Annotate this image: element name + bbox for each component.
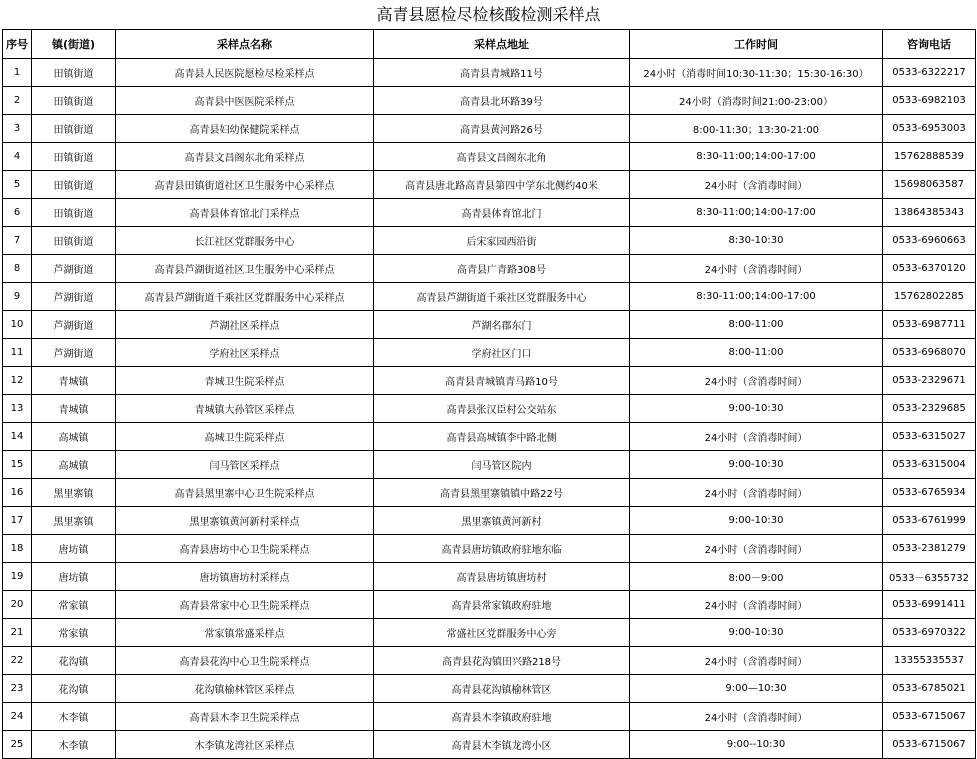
- working-hours-cell: 8:30-11:00;14:00-17:00: [630, 283, 883, 311]
- site-name-cell: 青城卫生院采样点: [116, 367, 374, 395]
- site-name-cell: 高青县常家中心卫生院采样点: [116, 591, 374, 619]
- site-name-cell: 唐坊镇唐坊村采样点: [116, 563, 374, 591]
- site-name-cell: 常家镇常盛采样点: [116, 619, 374, 647]
- site-name-cell: 高青县人民医院愿检尽检采样点: [116, 59, 374, 87]
- table-row: [3, 675, 976, 703]
- site-name-cell: 高青县妇幼保健院采样点: [116, 115, 374, 143]
- site-address-cell: 常盛社区党群服务中心旁: [374, 619, 630, 647]
- site-address-cell: 高青县青城镇青马路10号: [374, 367, 630, 395]
- row-index: 1: [3, 59, 32, 87]
- working-hours-cell: 8:00-11:30；13:30-21:00: [630, 115, 883, 143]
- working-hours-cell: 8:30-11:00;14:00-17:00: [630, 143, 883, 171]
- site-address-cell: 高青县唐坊镇唐坊村: [374, 563, 630, 591]
- site-address-cell: 黑里寨镇黄河新村: [374, 507, 630, 535]
- row-index: 21: [3, 619, 32, 647]
- site-address-cell: 高青县常家镇政府驻地: [374, 591, 630, 619]
- row-index: 19: [3, 563, 32, 591]
- row-index: 9: [3, 283, 32, 311]
- town-cell: 芦湖街道: [32, 339, 116, 367]
- table-header-row: [3, 30, 976, 59]
- working-hours-cell: 9:00—10:30: [630, 675, 883, 703]
- table-row: [3, 171, 976, 199]
- working-hours-cell: 9:00-10:30: [630, 507, 883, 535]
- working-hours-cell: 24小时（含消毒时间）: [630, 255, 883, 283]
- table-row: [3, 227, 976, 255]
- working-hours-cell: 24小时（含消毒时间）: [630, 423, 883, 451]
- table-row: [3, 479, 976, 507]
- phone-cell: 13355335537: [883, 647, 976, 675]
- table-row: [3, 59, 976, 87]
- row-index: 8: [3, 255, 32, 283]
- site-name-cell: 高青县中医医院采样点: [116, 87, 374, 115]
- working-hours-cell: 24小时（消毒时间10:30-11:30；15:30-16:30）: [630, 59, 883, 87]
- row-index: 25: [3, 731, 32, 759]
- phone-cell: 0533-6715067: [883, 731, 976, 759]
- table-row: [3, 731, 976, 759]
- working-hours-cell: 9:00-10:30: [630, 619, 883, 647]
- town-cell: 唐坊镇: [32, 535, 116, 563]
- town-cell: 田镇街道: [32, 115, 116, 143]
- phone-cell: 0533-6315027: [883, 423, 976, 451]
- table-row: [3, 255, 976, 283]
- site-address-cell: 高青县唐北路高青县第四中学东北侧约40米: [374, 171, 630, 199]
- site-address-cell: 学府社区门口: [374, 339, 630, 367]
- row-index: 4: [3, 143, 32, 171]
- row-index: 14: [3, 423, 32, 451]
- town-cell: 木李镇: [32, 703, 116, 731]
- site-address-cell: 芦湖名郡东门: [374, 311, 630, 339]
- town-cell: 芦湖街道: [32, 311, 116, 339]
- town-cell: 芦湖街道: [32, 283, 116, 311]
- site-address-cell: 高青县高城镇李中路北侧: [374, 423, 630, 451]
- phone-cell: 0533-6991411: [883, 591, 976, 619]
- working-hours-cell: 8:00－9:00: [630, 563, 883, 591]
- town-cell: 常家镇: [32, 619, 116, 647]
- row-index: 11: [3, 339, 32, 367]
- row-index: 16: [3, 479, 32, 507]
- phone-cell: 0533-6953003: [883, 115, 976, 143]
- table-row: [3, 115, 976, 143]
- phone-cell: 13864385343: [883, 199, 976, 227]
- table-row: [3, 311, 976, 339]
- working-hours-cell: 8:00-11:00: [630, 339, 883, 367]
- table-row: [3, 507, 976, 535]
- row-index: 12: [3, 367, 32, 395]
- phone-cell: 0533-6761999: [883, 507, 976, 535]
- site-address-cell: 高青县文昌阁东北角: [374, 143, 630, 171]
- row-index: 15: [3, 451, 32, 479]
- site-name-cell: 高青县黑里寨中心卫生院采样点: [116, 479, 374, 507]
- working-hours-cell: 24小时（含消毒时间）: [630, 171, 883, 199]
- header-working-hours: 工作时间: [630, 30, 883, 59]
- site-name-cell: 高青县花沟中心卫生院采样点: [116, 647, 374, 675]
- town-cell: 芦湖街道: [32, 255, 116, 283]
- working-hours-cell: 24小时（含消毒时间）: [630, 591, 883, 619]
- working-hours-cell: 24小时（含消毒时间）: [630, 479, 883, 507]
- site-name-cell: 高青县芦湖街道千乘社区党群服务中心采样点: [116, 283, 374, 311]
- phone-cell: 0533-6982103: [883, 87, 976, 115]
- phone-cell: 0533-2381279: [883, 535, 976, 563]
- page-title: 高青县愿检尽检核酸检测采样点: [376, 5, 601, 24]
- town-cell: 田镇街道: [32, 87, 116, 115]
- table-row: [3, 423, 976, 451]
- table-row: [3, 339, 976, 367]
- table-row: [3, 283, 976, 311]
- town-cell: 田镇街道: [32, 199, 116, 227]
- table-row: [3, 703, 976, 731]
- phone-cell: 0533-6785021: [883, 675, 976, 703]
- header-phone: 咨询电话: [883, 30, 976, 59]
- header-site-name: 采样点名称: [116, 30, 374, 59]
- table-row: [3, 619, 976, 647]
- phone-cell: 0533-6315004: [883, 451, 976, 479]
- phone-cell: 15762802285: [883, 283, 976, 311]
- table-row: [3, 143, 976, 171]
- working-hours-cell: 9:00--10:30: [630, 731, 883, 759]
- site-name-cell: 高城卫生院采样点: [116, 423, 374, 451]
- phone-cell: 0533-2329685: [883, 395, 976, 423]
- town-cell: 常家镇: [32, 591, 116, 619]
- town-cell: 黑里寨镇: [32, 479, 116, 507]
- phone-cell: 0533-2329671: [883, 367, 976, 395]
- site-name-cell: 高青县木李卫生院采样点: [116, 703, 374, 731]
- phone-cell: 0533-6970322: [883, 619, 976, 647]
- site-address-cell: 高青县张汉臣村公交站东: [374, 395, 630, 423]
- table-row: [3, 591, 976, 619]
- town-cell: 花沟镇: [32, 647, 116, 675]
- site-address-cell: 高青县青城路11号: [374, 59, 630, 87]
- town-cell: 黑里寨镇: [32, 507, 116, 535]
- row-index: 17: [3, 507, 32, 535]
- site-name-cell: 花沟镇榆林管区采样点: [116, 675, 374, 703]
- site-name-cell: 黑里寨镇黄河新村采样点: [116, 507, 374, 535]
- site-name-cell: 高青县芦湖街道社区卫生服务中心采样点: [116, 255, 374, 283]
- table-row: [3, 395, 976, 423]
- town-cell: 田镇街道: [32, 59, 116, 87]
- phone-cell: 0533-6960663: [883, 227, 976, 255]
- town-cell: 田镇街道: [32, 171, 116, 199]
- working-hours-cell: 24小时（消毒时间21:00-23:00）: [630, 87, 883, 115]
- site-address-cell: 后宋家园西沿街: [374, 227, 630, 255]
- site-address-cell: 高青县北环路39号: [374, 87, 630, 115]
- site-name-cell: 芦湖社区采样点: [116, 311, 374, 339]
- town-cell: 田镇街道: [32, 143, 116, 171]
- working-hours-cell: 8:00-11:00: [630, 311, 883, 339]
- row-index: 22: [3, 647, 32, 675]
- sampling-points-table: [2, 29, 976, 759]
- row-index: 6: [3, 199, 32, 227]
- table-row: [3, 647, 976, 675]
- site-address-cell: 高青县黄河路26号: [374, 115, 630, 143]
- table-row: [3, 199, 976, 227]
- phone-cell: 0533-6968070: [883, 339, 976, 367]
- site-name-cell: 高青县体育馆北门采样点: [116, 199, 374, 227]
- town-cell: 木李镇: [32, 731, 116, 759]
- town-cell: 花沟镇: [32, 675, 116, 703]
- site-address-cell: 高青县广青路308号: [374, 255, 630, 283]
- site-address-cell: 高青县体育馆北门: [374, 199, 630, 227]
- row-index: 5: [3, 171, 32, 199]
- table-row: [3, 367, 976, 395]
- table-row: [3, 563, 976, 591]
- site-address-cell: 高青县唐坊镇政府驻地东临: [374, 535, 630, 563]
- row-index: 3: [3, 115, 32, 143]
- town-cell: 青城镇: [32, 367, 116, 395]
- header-site-address: 采样点地址: [374, 30, 630, 59]
- town-cell: 高城镇: [32, 451, 116, 479]
- row-index: 20: [3, 591, 32, 619]
- working-hours-cell: 8:30-10:30: [630, 227, 883, 255]
- table-row: [3, 535, 976, 563]
- town-cell: 唐坊镇: [32, 563, 116, 591]
- phone-cell: 0533-6322217: [883, 59, 976, 87]
- phone-cell: 0533-6370120: [883, 255, 976, 283]
- site-name-cell: 高青县田镇街道社区卫生服务中心采样点: [116, 171, 374, 199]
- site-address-cell: 高青县芦湖街道千乘社区党群服务中心: [374, 283, 630, 311]
- site-name-cell: 高青县文昌阁东北角采样点: [116, 143, 374, 171]
- row-index: 2: [3, 87, 32, 115]
- working-hours-cell: 8:30-11:00;14:00-17:00: [630, 199, 883, 227]
- site-name-cell: 闫马管区采样点: [116, 451, 374, 479]
- row-index: 10: [3, 311, 32, 339]
- row-index: 7: [3, 227, 32, 255]
- working-hours-cell: 24小时（含消毒时间）: [630, 647, 883, 675]
- row-index: 13: [3, 395, 32, 423]
- header-index: 序号: [3, 30, 32, 59]
- site-address-cell: 闫马管区院内: [374, 451, 630, 479]
- site-name-cell: 木李镇龙湾社区采样点: [116, 731, 374, 759]
- working-hours-cell: 24小时（含消毒时间）: [630, 703, 883, 731]
- town-cell: 高城镇: [32, 423, 116, 451]
- town-cell: 田镇街道: [32, 227, 116, 255]
- site-name-cell: 青城镇大孙管区采样点: [116, 395, 374, 423]
- row-index: 23: [3, 675, 32, 703]
- site-address-cell: 高青县木李镇政府驻地: [374, 703, 630, 731]
- phone-cell: 0533-6765934: [883, 479, 976, 507]
- phone-cell: 0533－6355732: [883, 563, 976, 591]
- working-hours-cell: 9:00-10:30: [630, 395, 883, 423]
- row-index: 18: [3, 535, 32, 563]
- site-name-cell: 长江社区党群服务中心: [116, 227, 374, 255]
- site-name-cell: 高青县唐坊中心卫生院采样点: [116, 535, 374, 563]
- site-address-cell: 高青县花沟镇榆林管区: [374, 675, 630, 703]
- working-hours-cell: 24小时（含消毒时间）: [630, 367, 883, 395]
- table-row: [3, 87, 976, 115]
- phone-cell: 15698063587: [883, 171, 976, 199]
- phone-cell: 15762888539: [883, 143, 976, 171]
- town-cell: 青城镇: [32, 395, 116, 423]
- site-address-cell: 高青县黑里寨镇镇中路22号: [374, 479, 630, 507]
- site-address-cell: 高青县木李镇龙湾小区: [374, 731, 630, 759]
- working-hours-cell: 9:00-10:30: [630, 451, 883, 479]
- header-town: 镇(街道): [32, 30, 116, 59]
- working-hours-cell: 24小时（含消毒时间）: [630, 535, 883, 563]
- row-index: 24: [3, 703, 32, 731]
- phone-cell: 0533-6987711: [883, 311, 976, 339]
- table-row: [3, 451, 976, 479]
- site-name-cell: 学府社区采样点: [116, 339, 374, 367]
- site-address-cell: 高青县花沟镇田兴路218号: [374, 647, 630, 675]
- phone-cell: 0533-6715067: [883, 703, 976, 731]
